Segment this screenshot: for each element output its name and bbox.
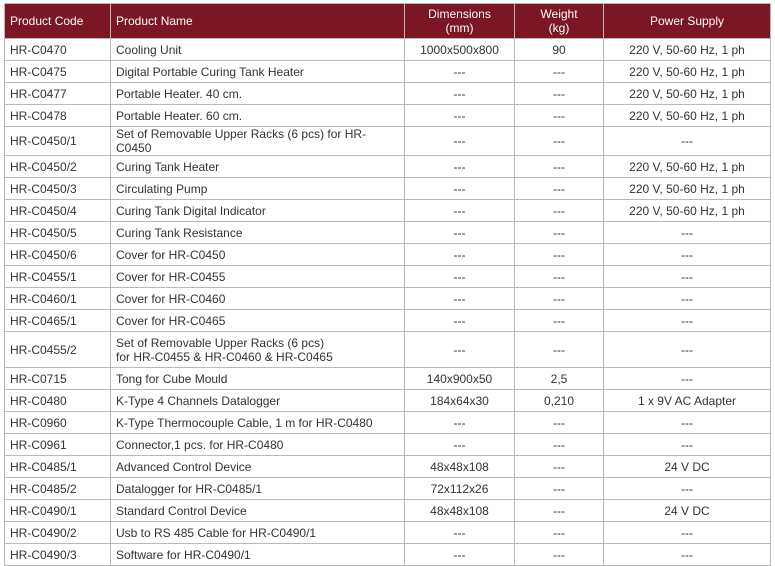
header-product-code: Product Code <box>5 4 111 39</box>
product-table-container <box>4 3 770 566</box>
product-name-cell: Usb to RS 485 Cable for HR-C0490/1 <box>111 522 405 544</box>
table-row <box>5 434 771 456</box>
product-code-cell: HR-C0485/1 <box>5 456 111 478</box>
weight-cell: --- <box>515 61 604 83</box>
product-table <box>4 3 771 566</box>
weight-cell: --- <box>515 127 604 156</box>
table-row <box>5 222 771 244</box>
dimensions-cell: --- <box>405 200 515 222</box>
table-row <box>5 61 771 83</box>
dimensions-cell: 48x48x108 <box>405 500 515 522</box>
product-code-cell: HR-C0450/5 <box>5 222 111 244</box>
weight-cell: --- <box>515 434 604 456</box>
weight-cell: --- <box>515 222 604 244</box>
dimensions-cell: --- <box>405 288 515 310</box>
product-name-cell: Cover for HR-C0465 <box>111 310 405 332</box>
weight-cell: --- <box>515 412 604 434</box>
dimensions-cell: --- <box>405 522 515 544</box>
product-code-cell: HR-C0477 <box>5 83 111 105</box>
power-supply-cell: 1 x 9V AC Adapter <box>604 390 771 412</box>
dimensions-cell: --- <box>405 127 515 156</box>
weight-cell: --- <box>515 244 604 266</box>
power-supply-cell: --- <box>604 544 771 566</box>
dimensions-cell: --- <box>405 266 515 288</box>
table-row <box>5 390 771 412</box>
weight-cell: --- <box>515 105 604 127</box>
dimensions-cell: --- <box>405 332 515 368</box>
product-code-cell: HR-C0715 <box>5 368 111 390</box>
power-supply-cell: 220 V, 50-60 Hz, 1 ph <box>604 178 771 200</box>
header-row <box>5 4 771 39</box>
dimensions-cell: --- <box>405 310 515 332</box>
table-row <box>5 500 771 522</box>
dimensions-cell: 1000x500x800 <box>405 39 515 61</box>
table-row <box>5 288 771 310</box>
table-row <box>5 83 771 105</box>
table-row <box>5 368 771 390</box>
power-supply-cell: --- <box>604 127 771 156</box>
product-name-cell: Cover for HR-C0455 <box>111 266 405 288</box>
product-code-cell: HR-C0455/1 <box>5 266 111 288</box>
table-body <box>5 39 771 566</box>
weight-cell: 0,210 <box>515 390 604 412</box>
product-code-cell: HR-C0460/1 <box>5 288 111 310</box>
product-name-cell: Tong for Cube Mould <box>111 368 405 390</box>
power-supply-cell: --- <box>604 522 771 544</box>
product-name-cell: Standard Control Device <box>111 500 405 522</box>
weight-cell: --- <box>515 178 604 200</box>
power-supply-cell: --- <box>604 434 771 456</box>
product-name-cell: Circulating Pump <box>111 178 405 200</box>
product-code-cell: HR-C0465/1 <box>5 310 111 332</box>
product-code-cell: HR-C0450/1 <box>5 127 111 156</box>
product-name-cell: Digital Portable Curing Tank Heater <box>111 61 405 83</box>
table-row <box>5 478 771 500</box>
table-row <box>5 127 771 156</box>
dimensions-cell: --- <box>405 178 515 200</box>
table-row <box>5 412 771 434</box>
table-row <box>5 105 771 127</box>
product-code-cell: HR-C0450/3 <box>5 178 111 200</box>
product-name-cell: Curing Tank Resistance <box>111 222 405 244</box>
product-name-cell: Set of Removable Upper Racks (6 pcs) for HR-C0455 & HR-C0460 & HR-C0465 <box>111 332 405 368</box>
power-supply-cell: --- <box>604 244 771 266</box>
dimensions-cell: --- <box>405 83 515 105</box>
product-code-cell: HR-C0490/3 <box>5 544 111 566</box>
table-row <box>5 310 771 332</box>
power-supply-cell: --- <box>604 478 771 500</box>
weight-cell: --- <box>515 522 604 544</box>
dimensions-cell: --- <box>405 412 515 434</box>
product-code-cell: HR-C0960 <box>5 412 111 434</box>
product-name-cell: K-Type Thermocouple Cable, 1 m for HR-C0480 <box>111 412 405 434</box>
weight-cell: --- <box>515 266 604 288</box>
weight-cell: --- <box>515 500 604 522</box>
weight-cell: --- <box>515 332 604 368</box>
power-supply-cell: --- <box>604 288 771 310</box>
power-supply-cell: 220 V, 50-60 Hz, 1 ph <box>604 105 771 127</box>
product-name-cell: Datalogger for HR-C0485/1 <box>111 478 405 500</box>
dimensions-cell: 72x112x26 <box>405 478 515 500</box>
weight-cell: 90 <box>515 39 604 61</box>
dimensions-cell: --- <box>405 244 515 266</box>
weight-cell: --- <box>515 83 604 105</box>
table-row <box>5 522 771 544</box>
dimensions-cell: --- <box>405 156 515 178</box>
power-supply-cell: --- <box>604 222 771 244</box>
header-dimensions: Dimensions (mm) <box>405 4 515 39</box>
table-row <box>5 178 771 200</box>
table-row <box>5 244 771 266</box>
weight-cell: --- <box>515 156 604 178</box>
power-supply-cell: 24 V DC <box>604 456 771 478</box>
dimensions-cell: --- <box>405 544 515 566</box>
product-name-cell: Cover for HR-C0450 <box>111 244 405 266</box>
product-code-cell: HR-C0470 <box>5 39 111 61</box>
product-code-cell: HR-C0455/2 <box>5 332 111 368</box>
power-supply-cell: --- <box>604 332 771 368</box>
power-supply-cell: 220 V, 50-60 Hz, 1 ph <box>604 156 771 178</box>
dimensions-cell: --- <box>405 61 515 83</box>
product-code-cell: HR-C0485/2 <box>5 478 111 500</box>
product-code-cell: HR-C0450/4 <box>5 200 111 222</box>
power-supply-cell: 220 V, 50-60 Hz, 1 ph <box>604 200 771 222</box>
table-row <box>5 456 771 478</box>
product-name-cell: Curing Tank Heater <box>111 156 405 178</box>
power-supply-cell: 24 V DC <box>604 500 771 522</box>
table-row <box>5 544 771 566</box>
table-header <box>5 4 771 39</box>
dimensions-cell: --- <box>405 105 515 127</box>
table-row <box>5 156 771 178</box>
product-name-cell: Cover for HR-C0460 <box>111 288 405 310</box>
product-name-cell: Portable Heater. 40 cm. <box>111 83 405 105</box>
product-code-cell: HR-C0450/2 <box>5 156 111 178</box>
power-supply-cell: 220 V, 50-60 Hz, 1 ph <box>604 39 771 61</box>
power-supply-cell: 220 V, 50-60 Hz, 1 ph <box>604 61 771 83</box>
weight-cell: --- <box>515 456 604 478</box>
weight-cell: --- <box>515 288 604 310</box>
product-name-cell: Software for HR-C0490/1 <box>111 544 405 566</box>
product-code-cell: HR-C0450/6 <box>5 244 111 266</box>
table-row <box>5 200 771 222</box>
table-row <box>5 266 771 288</box>
product-code-cell: HR-C0475 <box>5 61 111 83</box>
product-code-cell: HR-C0490/1 <box>5 500 111 522</box>
power-supply-cell: --- <box>604 310 771 332</box>
table-row <box>5 332 771 368</box>
power-supply-cell: 220 V, 50-60 Hz, 1 ph <box>604 83 771 105</box>
product-code-cell: HR-C0961 <box>5 434 111 456</box>
power-supply-cell: --- <box>604 368 771 390</box>
weight-cell: 2,5 <box>515 368 604 390</box>
weight-cell: --- <box>515 310 604 332</box>
dimensions-cell: --- <box>405 222 515 244</box>
product-code-cell: HR-C0478 <box>5 105 111 127</box>
header-weight: Weight (kg) <box>515 4 604 39</box>
product-code-cell: HR-C0480 <box>5 390 111 412</box>
dimensions-cell: 184x64x30 <box>405 390 515 412</box>
header-power-supply: Power Supply <box>604 4 771 39</box>
weight-cell: --- <box>515 478 604 500</box>
table-row <box>5 39 771 61</box>
dimensions-cell: 140x900x50 <box>405 368 515 390</box>
product-name-cell: Cooling Unit <box>111 39 405 61</box>
product-name-cell: Curing Tank Digital Indicator <box>111 200 405 222</box>
product-name-cell: Set of Removable Upper Racks (6 pcs) for HR-C0450 <box>111 127 405 156</box>
power-supply-cell: --- <box>604 266 771 288</box>
power-supply-cell: --- <box>604 412 771 434</box>
product-code-cell: HR-C0490/2 <box>5 522 111 544</box>
product-name-cell: K-Type 4 Channels Datalogger <box>111 390 405 412</box>
dimensions-cell: --- <box>405 434 515 456</box>
weight-cell: --- <box>515 544 604 566</box>
header-product-name: Product Name <box>111 4 405 39</box>
dimensions-cell: 48x48x108 <box>405 456 515 478</box>
product-name-cell: Connector,1 pcs. for HR-C0480 <box>111 434 405 456</box>
product-name-cell: Portable Heater. 60 cm. <box>111 105 405 127</box>
weight-cell: --- <box>515 200 604 222</box>
product-name-cell: Advanced Control Device <box>111 456 405 478</box>
